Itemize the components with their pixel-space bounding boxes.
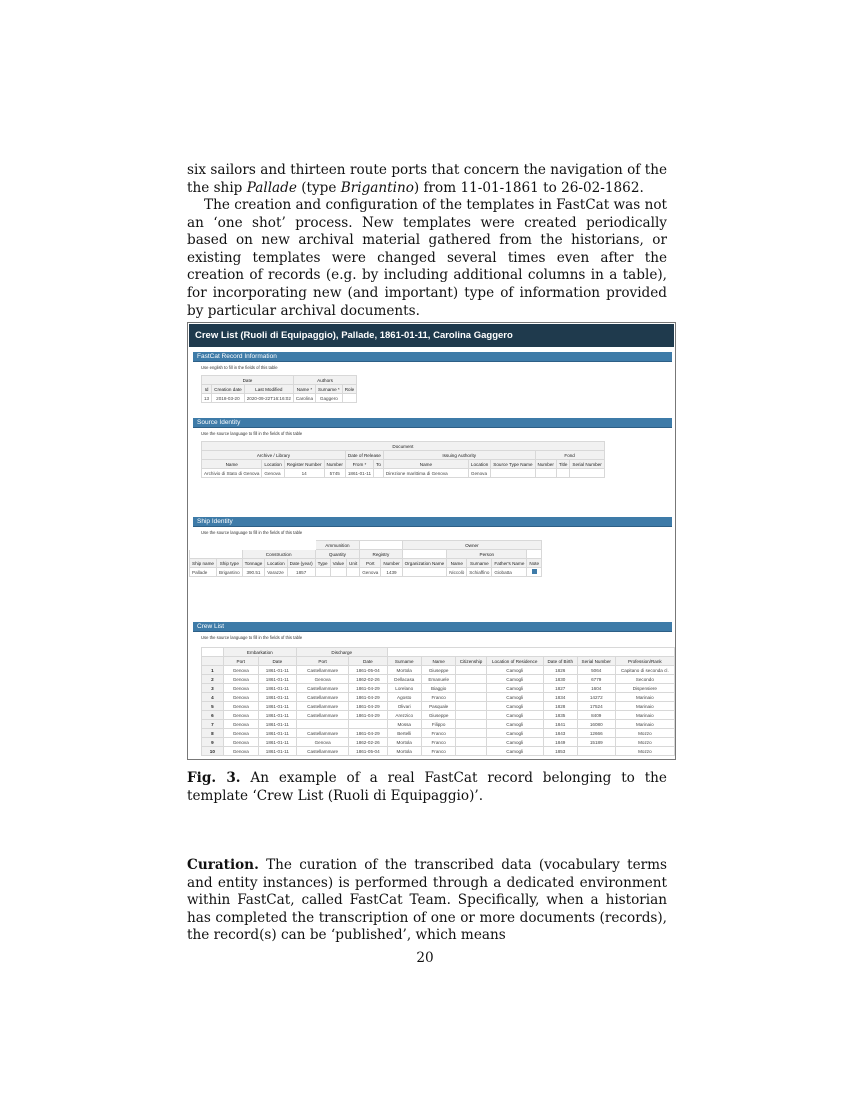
cell[interactable]: 1861-01-11 [258,684,296,693]
curation-heading: Curation. [187,857,259,873]
col-author-name: Name * [293,385,315,394]
cell[interactable]: Pasquale [421,702,456,711]
cell[interactable] [456,693,486,702]
record-info-table [201,375,357,403]
cell[interactable]: Castellammare [296,702,348,711]
cell[interactable] [535,469,556,478]
col-tonnage: Tonnage [242,559,265,568]
cell[interactable] [456,666,486,675]
cell[interactable]: Varazze [265,568,287,577]
cell[interactable]: Mozzo [615,729,674,738]
section-record-information: FastCat Record Information [193,352,672,362]
col-archive-location: Location [262,460,284,469]
cell[interactable] [577,747,615,756]
cell[interactable]: Mortola [387,666,421,675]
cell[interactable]: Franco [421,738,456,747]
row-number: 7 [202,720,224,729]
cell[interactable]: 1830 [543,675,577,684]
table-row [202,747,675,756]
cell[interactable]: Giuseppe [421,666,456,675]
cell[interactable]: Franco [421,693,456,702]
cell[interactable]: 1604 [577,684,615,693]
cell[interactable]: Genova [262,469,284,478]
cell[interactable]: Niccolò [447,568,467,577]
cell[interactable] [374,469,384,478]
cell[interactable]: Mossa [387,720,421,729]
group-discharge: Discharge [296,648,387,657]
cell[interactable]: Dellacasa [387,675,421,684]
cell[interactable]: 1861-04-29 [349,693,387,702]
cell[interactable]: 1827 [543,684,577,693]
cell[interactable]: 1861-01-11 [258,666,296,675]
cell[interactable]: Camogli [486,738,543,747]
cell[interactable] [556,469,570,478]
crew-col-header: Location of Residence [486,657,543,666]
group-authority: Issuing Authority [383,451,535,460]
cell[interactable]: Gaggero [316,394,343,403]
cell[interactable]: Camogli [486,720,543,729]
cell[interactable]: Castellammare [296,693,348,702]
cell[interactable]: Mortola [387,738,421,747]
cell[interactable]: 1861-04-29 [349,702,387,711]
cell[interactable]: 1841 [543,720,577,729]
cell[interactable] [330,568,346,577]
col-construction-year: Date (year) [287,559,315,568]
cell[interactable]: Mozzo [615,738,674,747]
cell[interactable]: 1861-01-11 [345,469,373,478]
crew-list-hint: Use the source language to fill in the fields of this table [201,635,303,640]
row-number: 1 [202,666,224,675]
cell[interactable]: Secondo [615,675,674,684]
cell[interactable] [456,738,486,747]
col-ammo-unit: Unit [347,559,360,568]
cell[interactable]: Direzione marittima di Genova [383,469,468,478]
col-ship-type: Ship type [216,559,242,568]
col-creation-date: Creation date [212,385,245,394]
cell[interactable]: Genova [296,675,348,684]
record-title-bar: Crew List (Ruoli di Equipaggio), Pallade, 1861-01-11, Carolina Gaggero [189,324,674,347]
cell[interactable] [456,720,486,729]
cell[interactable]: 5064 [577,666,615,675]
crew-col-header: Port [296,657,348,666]
group-person: Person [447,550,527,559]
row-number: 4 [202,693,224,702]
ship-identity-table [189,540,542,577]
group-date: Date [202,376,294,385]
cell[interactable]: 8409 [577,711,615,720]
table-row [202,729,675,738]
col-last-modified: Last Modified [244,385,293,394]
crew-col-header: Port [223,657,258,666]
cell[interactable]: Franco [421,729,456,738]
cell[interactable]: 1828 [543,702,577,711]
record-info-hint: Use english to fill in the fields of this table [201,365,278,370]
crew-col-header: Citizenship [456,657,486,666]
curation-text: The curation of the transcribed data (vocabulary terms and entity instances) is performed through a dedicated environment within FastCat, called FastCat Team. Specifically, when a historian has completed the transcription of one or more documents (records), the record(s) can be ‘published’, which means [187,857,667,944]
cell[interactable]: Marinaio [615,711,674,720]
group-document: Document [202,442,605,451]
cell[interactable]: Dispensiere [615,684,674,693]
crew-col-header: Name [421,657,456,666]
group-registry: Registry [360,550,402,559]
cell[interactable]: Castellammare [296,666,348,675]
cell[interactable]: 1861-04-29 [349,684,387,693]
cell[interactable]: 1849 [543,738,577,747]
cell[interactable]: Biaggio [421,684,456,693]
cell[interactable]: Camogli [486,684,543,693]
cell[interactable]: 14 [284,469,324,478]
section-source-identity: Source Identity [193,418,672,428]
cell[interactable]: Genova [223,666,258,675]
col-note: Note [527,559,542,568]
cell[interactable]: 1843 [543,729,577,738]
cell[interactable]: 1862-02-26 [349,738,387,747]
cell[interactable]: 1861-05-04 [349,666,387,675]
cell[interactable]: 1861-01-11 [258,675,296,684]
paragraph-1-text-c: ) from 11-01-1861 to 26-02-1862. [413,179,644,196]
cell[interactable]: Olivari [387,702,421,711]
col-archive-name: Name [202,460,262,469]
cell[interactable] [456,711,486,720]
cell[interactable]: Camogli [486,666,543,675]
cell[interactable]: 1853 [543,747,577,756]
cell[interactable]: 1834 [543,693,577,702]
col-construction-location: Location [265,559,287,568]
cell[interactable]: Genova [223,738,258,747]
cell[interactable]: Genova [468,469,490,478]
col-author-surname: Surname * [316,385,343,394]
cell[interactable]: 1861-04-29 [349,711,387,720]
cell[interactable]: 1861-01-11 [258,729,296,738]
cell[interactable]: 6779 [577,675,615,684]
cell[interactable]: Genova [223,747,258,756]
caption-label: Fig. 3. [187,770,241,786]
cell[interactable]: Giuseppe [421,711,456,720]
row-number: 9 [202,738,224,747]
section-ship-identity: Ship Identity [193,517,672,527]
cell[interactable] [456,684,486,693]
group-archive: Archive / Library [202,451,346,460]
fastcat-record-figure [187,322,676,760]
cell[interactable]: Genova [223,684,258,693]
cell[interactable]: Carolina [293,394,315,403]
table-row [202,675,675,684]
cell[interactable]: Brigantino [216,568,242,577]
crew-col-header: Date [258,657,296,666]
cell[interactable]: Marinaio [615,720,674,729]
cell[interactable]: 1862-02-26 [349,675,387,684]
cell[interactable]: 1861-01-11 [258,693,296,702]
cell[interactable]: 5745 [324,469,345,478]
group-authors: Authors [293,376,356,385]
cell[interactable]: 12666 [577,729,615,738]
row-number: 10 [202,747,224,756]
cell[interactable]: Castellammare [296,684,348,693]
col-owner-surname: Surname [467,559,492,568]
cell[interactable]: Camogli [486,747,543,756]
cell[interactable]: Schiaffino [467,568,492,577]
col-ship-name: Ship name [190,559,217,568]
col-registry-number: Number [381,559,402,568]
col-owner-name: Name [447,559,467,568]
cell[interactable]: 17524 [577,702,615,711]
col-release-from: From * [345,460,373,469]
cell[interactable] [456,747,486,756]
row-number: 3 [202,684,224,693]
col-release-to: To [374,460,384,469]
cell[interactable]: Camogli [486,729,543,738]
cell[interactable]: 1861-01-11 [258,711,296,720]
col-fond-number: Number [535,460,556,469]
paragraph-1-text-a: six sailors and thirteen route ports that concern the navigation of the the ship [187,162,667,196]
col-number: Number [324,460,345,469]
cell[interactable]: 1861-01-11 [258,702,296,711]
group-ammunition: Ammunition [315,541,360,550]
crew-col-header: Date [349,657,387,666]
cell[interactable] [349,720,387,729]
cell[interactable]: Genova [223,693,258,702]
cell[interactable]: Emanuele [421,675,456,684]
col-registry-port: Port [360,559,381,568]
figure-caption [187,770,667,805]
cell[interactable]: Agosto [387,693,421,702]
cell[interactable]: 1857 [287,568,315,577]
source-identity-hint: Use the source language to fill in the fields of this table [201,431,303,436]
cell[interactable]: Mozzo [615,747,674,756]
cell[interactable]: Genova [223,711,258,720]
cell[interactable]: Castellammare [296,747,348,756]
row-number: 6 [202,711,224,720]
cell[interactable]: Archivio di Stato di Genova [202,469,262,478]
cell[interactable]: Marinaio [615,693,674,702]
crew-col-header: Surname [387,657,421,666]
table-row [202,666,675,675]
cell[interactable]: Capitano di seconda cl. [615,666,674,675]
cell[interactable] [456,702,486,711]
cell[interactable]: 1861-01-11 [258,738,296,747]
col-organization-name: Organization Name [402,559,447,568]
paragraph-1-text-b: (type [296,179,341,196]
cell[interactable]: 390.51 [242,568,265,577]
cell[interactable]: Genova [223,720,258,729]
cell[interactable]: Arezzico [387,711,421,720]
cell[interactable]: Castellammare [296,711,348,720]
col-fond-title: Title [556,460,570,469]
col-serial-number: Serial Number [570,460,604,469]
cell[interactable]: Lorelano [387,684,421,693]
cell[interactable]: 1861-05-04 [349,747,387,756]
cell[interactable]: Franco [421,747,456,756]
cell[interactable]: Castellammare [296,729,348,738]
cell: 13 [202,394,212,403]
cell[interactable] [456,729,486,738]
source-identity-table [201,441,605,478]
crew-col-header [202,657,224,666]
caption-text: An example of a real FastCat record belonging to the template ‘Crew List (Ruoli di Equipaggio)’. [187,770,667,804]
crew-col-header: Serial Number [577,657,615,666]
cell[interactable] [347,568,360,577]
cell[interactable]: Genova [223,702,258,711]
col-author-role: Role [342,385,356,394]
col-authority-location: Location [468,460,490,469]
cell[interactable]: Bertelli [387,729,421,738]
cell[interactable] [570,469,604,478]
cell[interactable] [315,568,330,577]
cell: 2018-03-20 [212,394,245,403]
crew-col-header: Profession/Rank [615,657,674,666]
table-row [202,720,675,729]
cell[interactable]: 1861-04-29 [349,729,387,738]
cell[interactable]: Mortola [387,747,421,756]
paragraph-curation [187,857,667,945]
note-edit-icon[interactable] [527,568,542,577]
col-owner-father: Father's Name [492,559,527,568]
group-fond: Fond [535,451,604,460]
cell[interactable]: Filippo [421,720,456,729]
cell[interactable]: 1861-01-11 [258,720,296,729]
ship-type-italic: Brigantino [340,179,414,196]
cell[interactable]: Camogli [486,702,543,711]
table-row [202,702,675,711]
group-quantity: Quantity [315,550,360,559]
crew-col-header: Date of Birth [543,657,577,666]
row-number: 2 [202,675,224,684]
cell[interactable] [402,568,447,577]
cell[interactable] [456,675,486,684]
cell[interactable]: 1826 [543,666,577,675]
table-row [202,684,675,693]
table-row [202,738,675,747]
cell[interactable]: 1861-01-11 [258,747,296,756]
cell[interactable] [342,394,356,403]
group-release: Date of Release [345,451,383,460]
crew-list-table [201,647,675,756]
table-row [202,693,675,702]
cell[interactable]: Camogli [486,711,543,720]
cell[interactable]: Genova [296,738,348,747]
cell[interactable]: Genova [360,568,381,577]
col-id: Id [202,385,212,394]
table-row [202,711,675,720]
cell[interactable]: 1835 [543,711,577,720]
section-crew-list: Crew List [193,622,672,632]
ship-name-italic: Pallade [246,179,297,196]
group-owner: Owner [402,541,541,550]
cell[interactable]: Camogli [486,693,543,702]
col-source-type: Source Type Name [491,460,535,469]
col-authority-name: Name [383,460,468,469]
cell[interactable]: Genova [223,675,258,684]
paragraph-2: The creation and configuration of the templates in FastCat was not an ‘one shot’ process. New templates were created periodically based on new archival material gathered from the historians, or existing templates were changed several times even after the creation of records (e.g. by including additional columns in a table), for incorporating new (and important) type of information provided by particular archival documents. [187,197,667,319]
col-ammo-value: Value [330,559,346,568]
cell[interactable]: Giobatta [492,568,527,577]
cell[interactable]: 1439 [381,568,402,577]
group-construction: Construction [242,550,315,559]
group-embarkation: Embarkation [223,648,296,657]
paragraph-1 [187,162,667,197]
row-number: 5 [202,702,224,711]
cell[interactable]: Pallade [190,568,217,577]
cell[interactable]: 14272 [577,693,615,702]
cell[interactable]: Camogli [486,675,543,684]
col-register-number: Register Number [284,460,324,469]
cell[interactable]: Genova [223,729,258,738]
cell[interactable]: Marinaio [615,702,674,711]
cell[interactable] [491,469,535,478]
row-number: 8 [202,729,224,738]
ship-identity-hint: Use the source language to fill in the fields of this table [201,530,303,535]
cell[interactable] [296,720,348,729]
cell: 2020-09-22T16:16:02 [244,394,293,403]
cell[interactable]: 15189 [577,738,615,747]
col-ammo-type: Type [315,559,330,568]
cell[interactable]: 16080 [577,720,615,729]
page-number: 20 [416,950,434,966]
